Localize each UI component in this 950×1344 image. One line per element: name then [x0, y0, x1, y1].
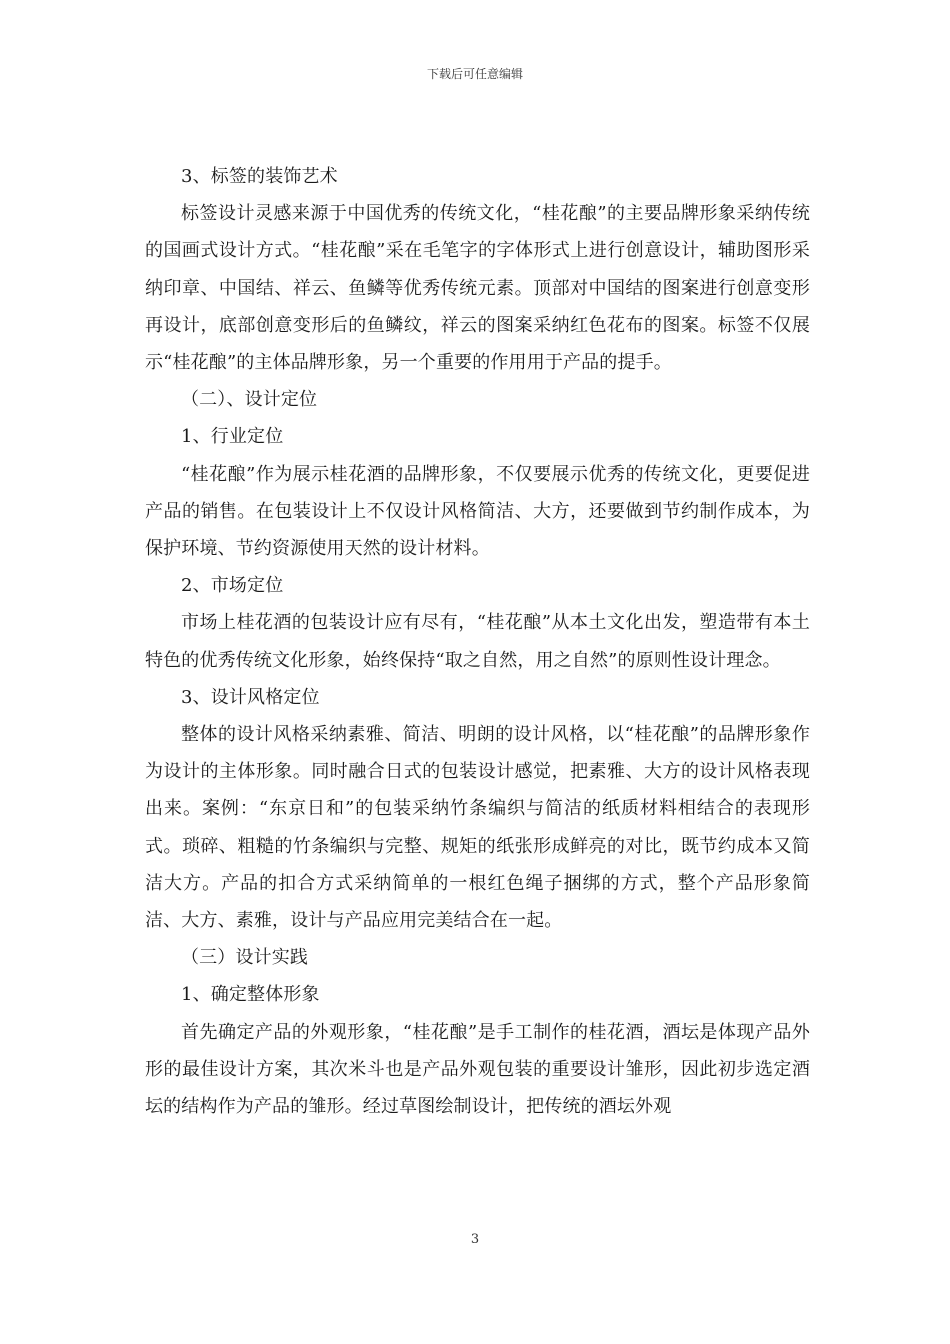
- section-heading: （二）、设计定位: [181, 389, 318, 411]
- body-paragraph: 市场上桂花酒的包装设计应有尽有，“桂花酿”从本土文化出发，塑造带有本土特色的优秀传统文化形象，始终保持“取之自然，用之自然”的原则性设计理念。: [145, 612, 810, 671]
- page-number: 3: [470, 1232, 480, 1247]
- section-heading: 2、市场定位: [181, 575, 284, 597]
- body-paragraph: 首先确定产品的外观形象，“桂花酿”是手工制作的桂花酒，酒坛是体现产品外形的最佳设计方案，其次米斗也是产品外观包装的重要设计雏形，因此初步选定酒坛的结构作为产品的雏形。经过草图绘制设计，把传统的酒坛外观: [145, 1021, 810, 1118]
- page-header: 下载后可任意编辑: [426, 67, 523, 81]
- section-heading: 1、确定整体形象: [181, 984, 320, 1006]
- body-paragraph: 标签设计灵感来源于中国优秀的传统文化，“桂花酿”的主要品牌形象采纳传统的国画式设计方式。“桂花酿”采在毛笔字的字体形式上进行创意设计，辅助图形采纳印章、中国结、祥云、鱼鳞等优秀传统元素。顶部对中国结的图案进行创意变形再设计，底部创意变形后的鱼鳞纹，祥云的图案采纳红色花布的图案。标签不仅展示“桂花酿”的主体品牌形象，另一个重要的作用用于产品的提手。: [145, 203, 810, 374]
- body-paragraph: 整体的设计风格采纳素雅、简洁、明朗的设计风格，以“桂花酿”的品牌形象作为设计的主体形象。同时融合日式的包装设计感觉，把素雅、大方的设计风格表现出来。案例：“东京日和”的包装采纳竹条编织与简洁的纸质材料相结合的表现形式。琐碎、粗糙的竹条编织与完整、规矩的纸张形成鲜亮的对比，既节约成本又简洁大方。产品的扣合方式采纳简单的一根红色绳子捆绑的方式，整个产品形象简洁、大方、素雅，设计与产品应用完美结合在一起。: [145, 724, 810, 932]
- section-heading: 3、标签的装饰艺术: [181, 166, 338, 187]
- body-paragraph: “桂花酿”作为展示桂花酒的品牌形象，不仅要展示优秀的传统文化，更要促进产品的销售。在包装设计上不仅设计风格简洁、大方，还要做到节约制作成本，为保护环境、节约资源使用天然的设计材料。: [145, 463, 810, 560]
- section-heading: （三）设计实践: [181, 947, 309, 969]
- document-body: [145, 158, 810, 1125]
- section-heading: 3、设计风格定位: [181, 686, 320, 708]
- section-heading: 1、行业定位: [181, 426, 284, 448]
